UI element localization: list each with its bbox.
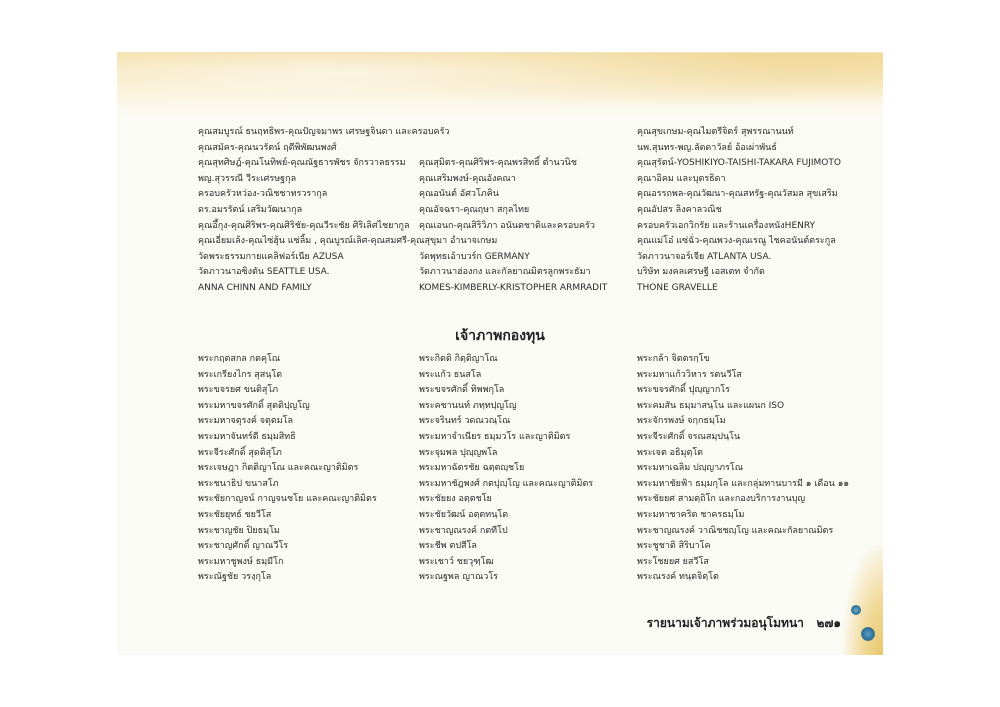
fund-entry: พระชัยยศ สามตฺถิโก และกองบริการงานบุญ bbox=[637, 494, 806, 505]
fund-entry: พระเกรียงไกร สุสนฺโต bbox=[198, 369, 283, 380]
donor-entry: พญ.สุวรรณี วีระเศรษฐกุล bbox=[198, 173, 297, 184]
donor-entry: คุณสุรัตน์-YOSHIKIYO-TAISHI-TAKARA FUJIMOTO bbox=[637, 158, 841, 169]
donor-entry: วัดพระธรรมกายแคลิฟอร์เนีย AZUSA bbox=[198, 251, 344, 262]
fund-entry: พระชาญชัย ปิยธมฺโม bbox=[198, 525, 280, 536]
fund-entry: พระจรินทร์ วดณวณฺโณ bbox=[419, 416, 511, 427]
fund-entry: พระมหาจตุรงค์ จตุตมโล bbox=[198, 416, 293, 427]
fund-entry: พระขจรศักดิ์ ทิพพกุโล bbox=[419, 385, 505, 396]
fund-entry: พระชนาธิป ขนาสโภ bbox=[198, 478, 279, 489]
donor-entry: ครอบครัวหว่อง-วณิชชาทรวรากุล bbox=[198, 189, 328, 200]
fund-entry: พระมหาชูพงษ์ ธมฺมีโก bbox=[198, 556, 284, 567]
donor-entry: วัดภาวนาฮ่องกง และกัลยาณมิตรลูกพระธัมา bbox=[419, 267, 591, 278]
donor-entry: คุณาอิคม และบุตรธิดา bbox=[637, 173, 726, 184]
fund-entry: พระชาญศักดิ์ ญาณวีโร bbox=[198, 541, 289, 552]
donor-entry bbox=[419, 141, 607, 157]
donor-entry bbox=[419, 125, 607, 141]
donor-entry: คุณอรรถพล-คุณวัฒนา-คุณสหรัฐ-คุณวัสมล สุขเสริม bbox=[637, 189, 838, 200]
fund-entry: พระชาญณรงค์ วาณิชชญฺโญ และคณะกัลยาณมิตร bbox=[637, 525, 834, 536]
fund-entry: พระชัยยง อตฺตชโย bbox=[419, 494, 492, 505]
fund-entry: พระกฤตสกล กตคุโณ bbox=[198, 354, 281, 364]
donor-column-2 bbox=[419, 125, 607, 297]
donor-entry: บริษัท มงคลเศรษฐี เอสเตท จำกัด bbox=[637, 267, 765, 278]
fund-entry: พระกิตติ กิตฺติญาโณ bbox=[419, 354, 498, 364]
fund-entry: พระเจษฎา กิตติญาโณ และคณะญาติมิตร bbox=[198, 463, 359, 474]
fund-entry: พระชัยวัฒน์ อตฺตทนฺโต bbox=[419, 509, 509, 520]
donor-entry: KOMES-KIMBERLY-KRISTOPHER ARMRADIT bbox=[419, 282, 608, 293]
fund-column-3 bbox=[637, 352, 849, 586]
donor-entry: คุณสุทศิษฎ์-คุณโนทิพย์-คุณณัฐธารพัชร จักรวาลธรรม bbox=[198, 158, 406, 169]
donor-entry: วัดพุทธเอ้าบวร์ก GERMANY bbox=[419, 251, 530, 262]
donor-entry: คุณแม่โอ๋ แซ่ฉั่ว-คุณพวง-คุณเรณู ไชคอนันต์ตระกูล bbox=[637, 236, 836, 247]
donor-entry: ครอบครัวเอกวิกรัย และร้านเครื่องหนังHENRY bbox=[637, 220, 816, 231]
fund-entry: พระจุมพล ปุญฺญพโล bbox=[419, 447, 498, 458]
fund-entry: พระจักรพงษ์ จกฺกธมฺโม bbox=[637, 416, 726, 427]
fund-entry: พระณฐพล ญาณวโร bbox=[419, 572, 499, 583]
fund-entry: พระเชาว์ ชยวุฑฺโฒ bbox=[419, 556, 494, 567]
fund-entry: พระชัยกาญจน์ กาญจนชโย และคณะญาติมิตร bbox=[198, 494, 377, 505]
donor-entry: คุณอึ้กุง-คุณศิริพร-คุณศิริชัย-คุณวีระชัย ศิริเลิศไชยากูล bbox=[198, 220, 410, 231]
fund-entry: พระมหาขจรศักดิ์ สุตติปฺญโญ bbox=[198, 400, 310, 411]
fund-entry: พระมหาจันทร์ดี ธมฺมสิทธิ bbox=[198, 431, 296, 442]
donor-entry: ANNA CHINN AND FAMILY bbox=[198, 282, 312, 293]
fund-entry: พระชาญณรงค์ กตทีโป bbox=[419, 525, 508, 536]
fund-entry: พระณรงค์ ทนฺตจิตฺโต bbox=[637, 572, 719, 583]
fund-entry: พระมหาชัฎพงศ์ กตปุญฺโญ และคณะญาติมิตร bbox=[419, 478, 594, 489]
donor-entry: คุณสุมิตร-คุณศิริพร-คุณพรสิทธิ์ ตำนวนิช bbox=[419, 158, 577, 169]
donor-entry: วัดภาวนาอซิงตัน SEATTLE USA. bbox=[198, 267, 330, 278]
document-page bbox=[117, 52, 883, 655]
section-title: เจ้าภาพกองทุน bbox=[455, 328, 545, 344]
fund-entry: พระชูชาติ สิริบาโค bbox=[637, 541, 711, 552]
fund-column-1 bbox=[198, 352, 377, 586]
fund-entry: พระขจรศักดิ์ ปุญฺญากโร bbox=[637, 385, 730, 396]
donor-entry: วัดภาวนาจอร์เจีย ATLANTA USA. bbox=[637, 251, 772, 262]
fund-entry: พระกล้า จิตตรกฺโข bbox=[637, 354, 710, 364]
donor-entry: คุณสุขเกษม-คุณไมตรีจิตร์ สุพรรณานนท์ bbox=[637, 127, 794, 137]
donor-entry: THONE GRAVELLE bbox=[637, 282, 718, 293]
donor-column-3 bbox=[637, 125, 841, 297]
donor-entry bbox=[419, 234, 607, 250]
fund-entry: พระเจต อธิมุตฺโต bbox=[637, 447, 704, 458]
fund-column-2 bbox=[419, 352, 593, 586]
fund-entry: พระชีพ ตปสีโล bbox=[419, 541, 477, 552]
donor-entry: คุณสมัคร-คุณนวรัตน์ ฤดีพิพัฒนพงศ์ bbox=[198, 142, 337, 153]
donor-entry: นพ.สุนทร-พญ.ลัดดาวัลย์ อ้อเผ่าพันธ์ bbox=[637, 142, 777, 153]
fund-entry: พระมหาเฉลิม ปญฺญาภรโณ bbox=[637, 463, 744, 474]
fund-entry: พระมหาจำเนียร ธมฺมวโร และญาติมิตร bbox=[419, 431, 571, 442]
fund-entry: พระคมสัน ธมฺมาสนฺโน และแผนก ISO bbox=[637, 400, 785, 411]
fund-entry: พระจีระศักดิ์ จรณสมฺปนฺโน bbox=[637, 431, 741, 442]
fund-entry: พระแก้ว ธนสโล bbox=[419, 369, 482, 380]
donor-entry: คุณอัปสร ลิงคาลวณิช bbox=[637, 204, 722, 215]
donor-entry: คุณสมบูรณ์ ธนฤทธิพร-คุณปัญจมาพร เศรษฐจินดา และครอบครัว bbox=[198, 127, 450, 137]
fund-entry: พระโชยยศ ยสวีโส bbox=[637, 556, 709, 567]
page-number: ๒๗๑ bbox=[816, 616, 841, 630]
fund-entry: พระจีระศักดิ์ สุดติสุโภ bbox=[198, 447, 282, 458]
fund-entry: พระมหาแก้ววิหาร รตนวีโส bbox=[637, 369, 742, 380]
fund-entry: พระมหาชัยฟ้า ธมฺมกุโล และกลุ่มทานบารมี ๑ เดือน ๑๑ bbox=[637, 478, 850, 489]
donor-entry: คุณเอนก-คุณสิริวิภา อนันตชาติและครอบครัว bbox=[419, 220, 595, 231]
donor-entry: ดร.อมรรัตน์ เสริมวัฒนากุล bbox=[198, 204, 303, 215]
fund-entry: พระมหาฉัตรชัย ฉตฺตญฺชโย bbox=[419, 463, 525, 474]
fund-entry: พระขจรยศ ขนติสุโภ bbox=[198, 385, 279, 396]
donor-entry: คุณเอี่ยมเล้ง-คุณไซ่ฮุ้น แซ่ลิ้ม , คุณบูรณ์เลิศ-คุณสมศรี-คุณสุขุมา อำนาจเกษม bbox=[198, 236, 498, 247]
donor-entry: คุณเสริมพงษ์-คุณอังคณา bbox=[419, 173, 516, 184]
fund-entry: พระคชานนท์ ภทฺทปฺญโญ bbox=[419, 400, 517, 411]
donor-entry: คุณอนันต์ อัศวโภคิน bbox=[419, 189, 499, 200]
page-footer bbox=[647, 614, 841, 633]
header-banner bbox=[117, 53, 883, 118]
fund-entry: พระณัฐชัย วรงฺกุโล bbox=[198, 572, 272, 583]
donor-entry: คุณอัจฉรา-คุณฤษา สกุลไทย bbox=[419, 204, 530, 215]
footer-label: รายนามเจ้าภาพร่วมอนุโมทนา bbox=[646, 616, 804, 630]
fund-entry: พระชัยยุทธ์ ชยวีโส bbox=[198, 509, 272, 520]
fund-entry: พระมหาชาคริต ชาครธมฺโม bbox=[637, 509, 745, 520]
